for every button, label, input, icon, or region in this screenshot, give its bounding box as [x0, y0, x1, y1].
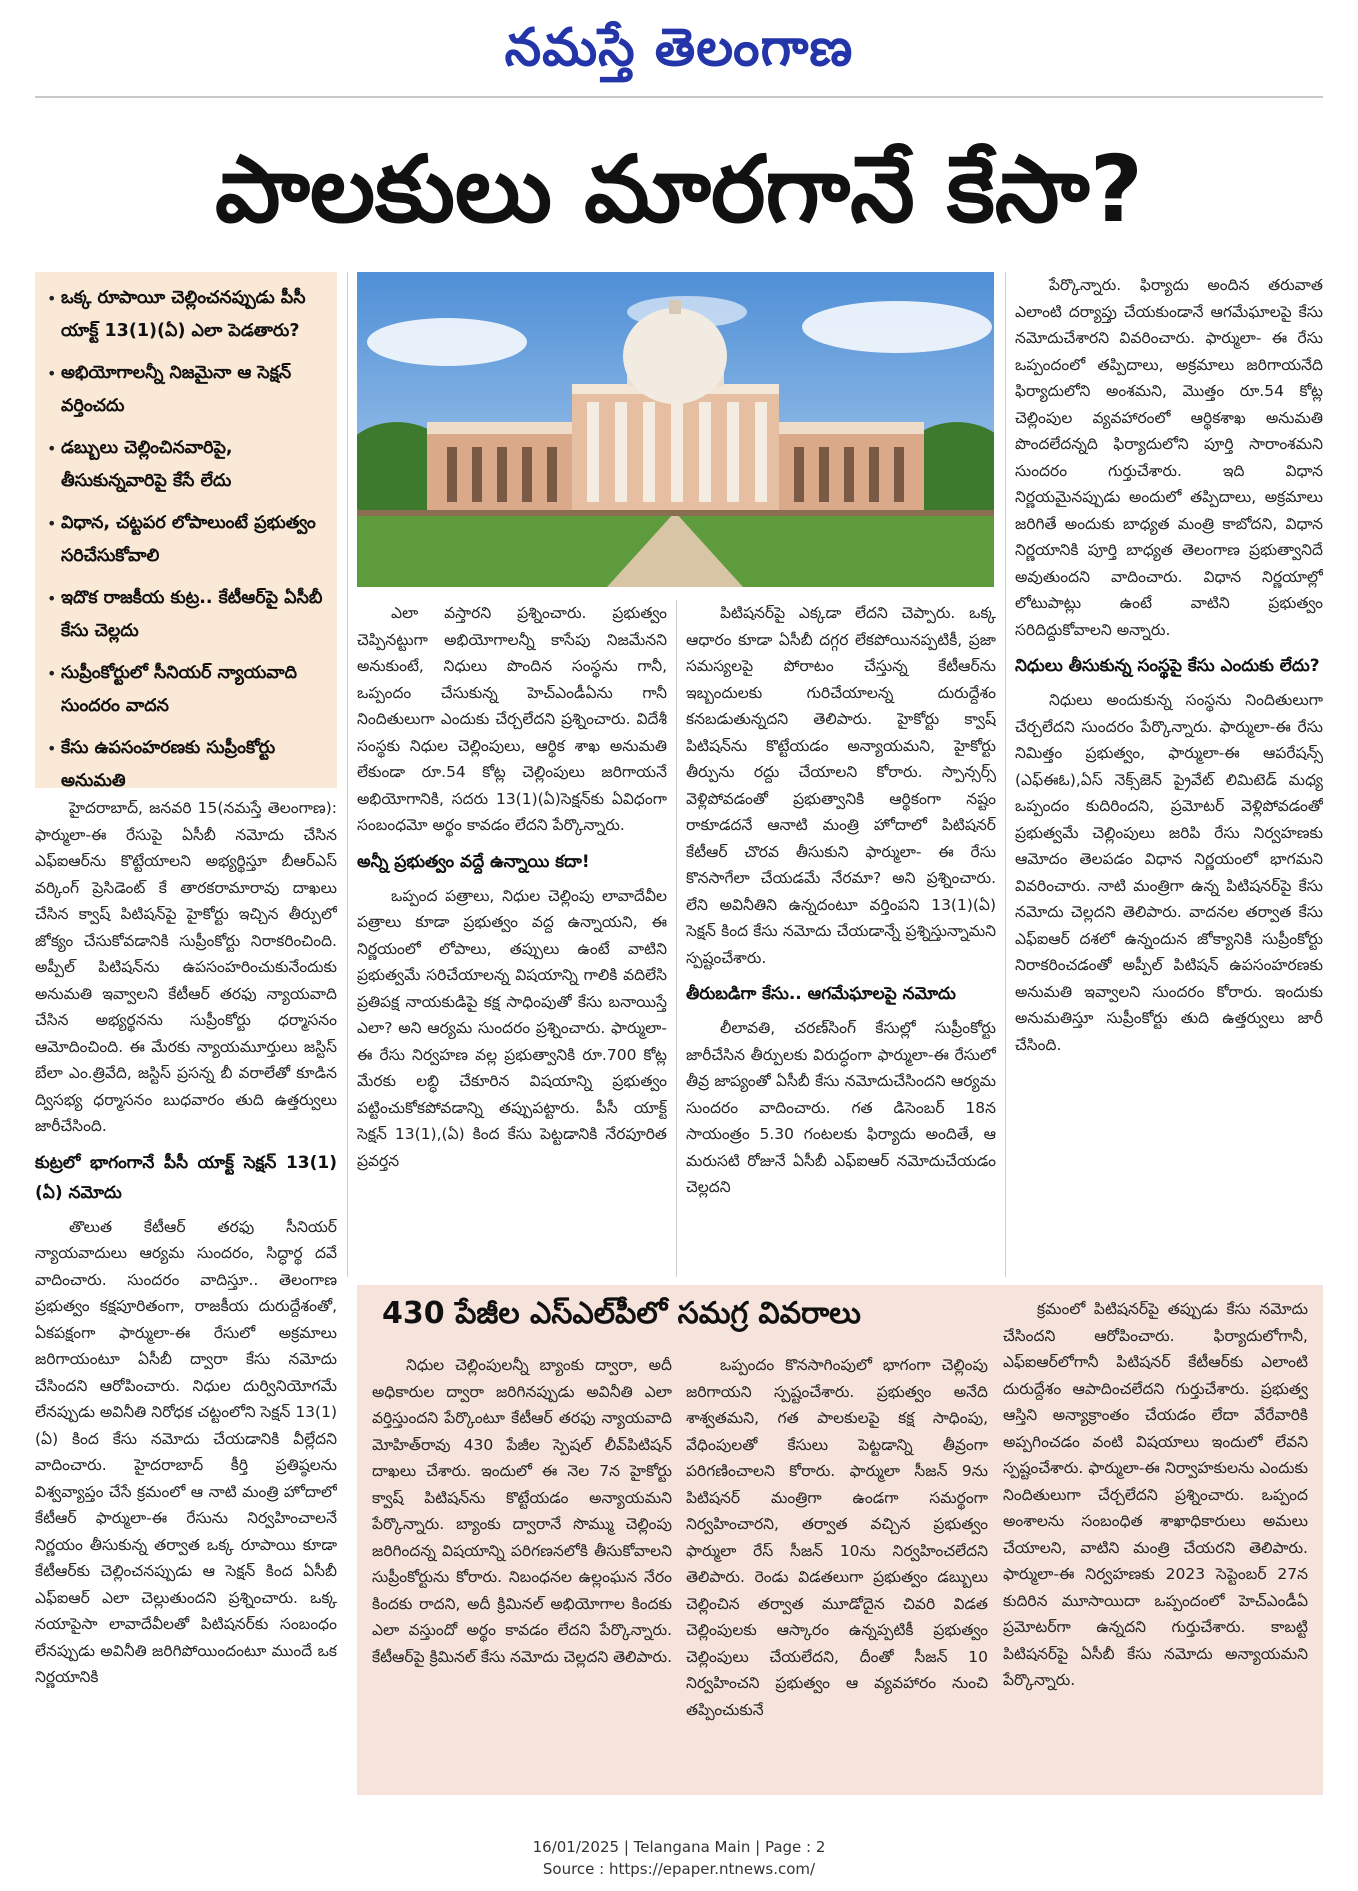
- paragraph: ఒప్పందం కొనసాగింపులో భాగంగా చెల్లింపు జరిగాయని స్పష్టంచేశారు. ప్రభుత్వం అనేది శాశ్వతమని, గత పాలకులపై కక్ష సాధింపు, వేధింపులతో కేసులు పెట్టడాన్ని తీవ్రంగా పరిగణించాలని కోరారు. ఫార్ములా సీజన్ 9ను పిటిషనర్ మంత్రిగా ఉండగా సమర్థంగా నిర్వహించారని, తర్వాత వచ్చిన ప్రభుత్వం ఫార్ములా రేస్ సీజన్ 10ను నిర్వహించలేదని తెలిపారు. రెండు విడతలుగా ప్రభుత్వం డబ్బులు చెల్లించిన తర్వాత మూడోదైన చివరి విడత చెల్లింపులకు ఆస్కారం ఉన్నప్పటికీ ప్రభుత్వం చెల్లింపులు చేయలేదని, దీంతో సీజన్ 10 నిర్వహించని ప్రభుత్వం ఆ వ్యవహారం నుంచి తప్పించుకునే: [686, 1356, 988, 1719]
- bullet-icon: •: [47, 589, 57, 608]
- footer-date-line: 16/01/2025 | Telangana Main | Page : 2: [532, 1838, 826, 1856]
- article-column-2: [357, 600, 667, 1277]
- bullet-icon: •: [47, 514, 57, 533]
- highlight-item: • కేసు ఉపసంహరణకు సుప్రీంకోర్టు అనుమతి: [47, 732, 325, 798]
- paragraph: పిటిషనర్‌పై ఎక్కడా లేదని చెప్పారు. ఒక్క ఆధారం కూడా ఏసీబీ దగ్గర లేకపోయినప్పటికీ, ప్రజా సమస్యలపై పోరాటం చేస్తున్న కేటీఆర్‌ను ఇబ్బందులకు గురిచేయాలన్న దురుద్దేశం కనబడుతున్నదని తెలిపారు. హైకోర్టు క్వాష్ పిటిషన్‌ను కొట్టేయడం అన్యాయమని, హైకోర్టు తీర్పును రద్దు చేయాలని కోరారు. స్పాన్సర్స్ వెళ్లిపోవడంతో ప్రభుత్వానికి ఆర్థికంగా నష్టం రాకూడదనే ఆనాటి మంత్రి హోదాలో పిటిషనర్ కేటీఆర్ చొరవ తీసుకుని ఫార్ములా- ఈ రేసు కొనసాగేలా చేయడమే నేరమా? అని ప్రశ్నించారు. లేని అవినీతిని ఉన్నదంటూ వర్తింపని 13(1)(ఏ) సెక్షన్ కింద కేసు నమోదు చేయడాన్నే ప్రశ్నిస్తున్నామని స్పష్టంచేశారు.: [686, 604, 996, 967]
- paragraph: నిధులు అందుకున్న సంస్థను నిందితులుగా చేర్చలేదని సుందరం పేర్కొన్నారు. ఫార్ములా-ఈ రేసు నిమిత్తం ప్రభుత్వం, ఫార్ములా-ఈ ఆపరేషన్స్ (ఎఫ్ఈఓ),ఏస్ నెక్స్‌జెన్ ప్రైవేట్ లిమిటెడ్ మధ్య ఒప్పందం కుదిరిందని, ప్రమోటర్ వెళ్లిపోవడంతో ప్రభుత్వమే చెల్లింపులు జరిపి రేసు నిర్వహణకు ఆమోదం తెలపడం విధాన నిర్ణయంలో భాగమని వివరించారు. నాటి మంత్రిగా ఉన్న పిటిషనర్‌పై కేసు నమోదు చెల్లదని తెలిపారు. వాదనల తర్వాత కేసు ఎఫ్ఐఆర్ దశలో ఉన్నందున జోక్యానికి సుప్రీంకోర్టు నిరాకరించడంతో అప్పీల్ పిటిషన్ ఉపసంహరణకు అనుమతి ఇవ్వాలని సుందరం కోరారు. ఇందుకు అనుమతిస్తూ సుప్రీంకోర్టు తుది ఉత్తర్వులు జారీ చేసింది.: [1015, 691, 1323, 1054]
- subheading: తీరుబడిగా కేసు.. ఆగమేఘాలపై నమోదు: [686, 984, 956, 1004]
- bullet-icon: •: [47, 739, 57, 758]
- supreme-court-photo: [357, 272, 994, 587]
- headline: పాలకులు మారగానే కేసా?: [214, 136, 1144, 243]
- highlight-item: • సుప్రీంకోర్టులో సీనియర్ న్యాయవాది సుందరం వాదన: [47, 657, 325, 723]
- highlight-item: • ఒక్క రూపాయీ చెల్లించనప్పుడు పీసీ యాక్ట్ 13(1)(ఏ) ఎలా పెడతారు?: [47, 282, 325, 348]
- paragraph: క్రమంలో పిటిషనర్‌పై తప్పుడు కేసు నమోదు చేసిందని ఆరోపించారు. ఫిర్యాదులోగానీ, ఎఫ్ఐఆర్‌లోగానీ పిటిషనర్ కేటీఆర్‌కు ఎలాంటి దురుద్దేశం ఆపాదించలేదని గుర్తుచేశారు. ప్రభుత్వ ఆస్తిని అన్యాక్రాంతం చేయడం లేదా వేరేవారికి అప్పగించడం వంటి విషయాలు ఇందులో లేవని స్పష్టంచేశారు. ఫార్ములా-ఈ నిర్వాహకులను ఎందుకు నిందితులుగా చేర్చలేదని ప్రశ్నించారు. ఒప్పంద అంశాలను సంబంధిత శాఖాధికారులు అమలు చేయాలని, వాటిని మంత్రి చేయరని తెలిపారు. ఫార్ములా-ఈ నిర్వహణకు 2023 సెప్టెంబర్ 27న కుదిరిన మూసాయిదా ఒప్పందంలో హెచ్ఎండీఏ ప్రమోటర్‌గా ఉన్నదని గుర్తుచేశారు. కాబట్టి పిటిషనర్‌పై ఏసీబీ కేసు నమోదు అన్యాయమని పేర్కొన్నారు.: [1003, 1300, 1308, 1689]
- masthead: నమస్తే తెలంగాణ: [504, 18, 854, 78]
- sidebar-column-1: [372, 1352, 672, 1790]
- bullet-icon: •: [47, 664, 57, 683]
- sidebar-column-3: [1003, 1296, 1308, 1790]
- paragraph: పేర్కొన్నారు. ఫిర్యాదు అందిన తరువాత ఎలాంటి దర్యాప్తు చేయకుండానే ఆగమేఘాలపై కేసు నమోదుచేశారని వివరించారు. ఫార్ములా- ఈ రేసు ఒప్పందంలో తప్పిదాలు, అక్రమాలు జరిగాయనేది ఫిర్యాదులోని అంశమని, మొత్తం రూ.54 కోట్ల చెల్లింపుల వ్యవహారంలో ఆర్థికశాఖ అనుమతి పొందలేదన్నది ఫిర్యాదులోని పూర్తి సారాంశమని సుందరం గుర్తుచేశారు. ఇది విధాన నిర్ణయమైనప్పుడు అందులో తప్పిదాలు, అక్రమాలు జరిగితే అందుకు బాధ్యత మంత్రి కాబోదని, విధాన నిర్ణయానికి పూర్తి బాధ్యత తెలంగాణ ప్రభుత్వానిదే అవుతుందని వాదించారు. విధాన నిర్ణయాల్లో లోటుపాట్లు ఉంటే వాటిని ప్రభుత్వం సరిదిద్దుకోవాలని అన్నారు.: [1015, 276, 1323, 639]
- article-column-3: [686, 600, 996, 1277]
- paragraph: తొలుత కేటీఆర్ తరఫు సీనియర్ న్యాయవాదులు ఆర్యమ సుందరం, సిద్ధార్థ దవే వాదించారు. సుందరం వాదిస్తూ.. తెలంగాణ ప్రభుత్వం కక్షపూరితంగా, రాజకీయ దురుద్దేశంతో, ఏకపక్షంగా ఫార్ములా-ఈ రేసులో అక్రమాలు జరిగాయంటూ ఏసీబీ ద్వారా కేసు నమోదు చేసిందని ఆరోపించారు. నిధుల దుర్వినియోగమే లేనప్పుడు అవినీతి నిరోధక చట్టంలోని సెక్షన్ 13(1)(ఏ) కింద కేసు నమోదు చేయడానికి వీల్లేదని వాదించారు. హైదరాబాద్ కీర్తి ప్రతిష్ఠలను విశ్వవ్యాప్తం చేసే క్రమంలో ఆ నాటి మంత్రి హోదాలో కేటీఆర్ ఫార్ములా-ఈ రేసును నిర్వహించాలనే నిర్ణయం తీసుకున్న తర్వాత ఒక్క రూపాయి కూడా కేటీఆర్‌కు చెల్లించనప్పుడు ఆ సెక్షన్ కింద ఏసీబీ ఎఫ్ఐఆర్ ఎలా చెల్లుతుందని ప్రశ్నించారు. ఒక్క నయాపైసా లావాదేవీలతో పిటిషనర్‌కు సంబంధం లేనప్పుడు అవినీతి జరిగిపోయిందంటూ ముందే ఒక నిర్ణయానికి: [35, 1217, 337, 1686]
- column-divider: [347, 272, 348, 1277]
- paragraph: ఒప్పంద పత్రాలు, నిధుల చెల్లింపు లావాదేవీల పత్రాలు కూడా ప్రభుత్వం వద్ద ఉన్నాయని, ఈ నిర్ణయంలో లోపాలు, తప్పులు ఉంటే వాటిని ప్రభుత్వమే సరిచేయాలన్న విషయాన్ని గాలికి వదిలేసి ప్రతిపక్ష నాయకుడిపై కక్ష సాధింపుతో కేసు బనాయిస్తే ఎలా? అని ఆర్యమ సుందరం ప్రశ్నించారు. ఫార్ములా- ఈ రేసు నిర్వహణ వల్ల ప్రభుత్వానికి రూ.700 కోట్ల మేరకు లబ్ధి చేకూరిన విషయాన్ని ప్రభుత్వం పట్టించుకోకపోవడాన్ని తప్పుపట్టారు. పీసీ యాక్ట్ సెక్షన్ 13(1),(ఏ) కింద కేసు పెట్టడానికి నేరపూరిత ప్రవర్తన: [357, 886, 667, 1170]
- highlight-item: • ఇదొక రాజకీయ కుట్ర.. కేటీఆర్‌పై ఏసీబీ కేసు చెల్లదు: [47, 582, 325, 648]
- highlight-item: • డబ్బులు చెల్లించినవారిపై, తీసుకున్నవారిపై కేసే లేదు: [47, 432, 325, 498]
- bullet-icon: •: [47, 289, 57, 308]
- paragraph: హైదరాబాద్, జనవరి 15(నమస్తే తెలంగాణ): ఫార్ములా-ఈ రేసుపై ఏసీబీ నమోదు చేసిన ఎఫ్ఐఆర్‌ను కొట్టేయాలని అభ్యర్థిస్తూ బీఆర్ఎస్ వర్కింగ్ ప్రెసిడెంట్ కే తారకరామారావు దాఖలు చేసిన క్వాష్ పిటిషన్‌పై హైకోర్టు ఇచ్చిన తీర్పులో జోక్యం చేసుకోవడానికి సుప్రీంకోర్టు నిరాకరించింది. అప్పీల్ పిటిషన్‌ను ఉపసంహరించుకునేందుకు అనుమతి ఇవ్వాలని కేటీఆర్ తరఫు న్యాయవాది చేసిన అభ్యర్థనను సుప్రీంకోర్టు ధర్మాసనం ఆమోదించింది. ఈ మేరకు న్యాయమూర్తులు జస్టిస్ బేలా ఎం.త్రివేది, జస్టిస్ ప్రసన్న బీ వరాలేతో కూడిన ద్విసభ్య ధర్మాసనం బుధవారం తుది ఉత్తర్వులు జారీచేసింది.: [35, 799, 337, 1135]
- masthead-divider: [35, 96, 1323, 98]
- sidebar-title: 430 పేజీల ఎస్ఎల్‌పీలో సమగ్ర వివరాలు: [382, 1296, 861, 1331]
- subheading: కుట్రలో భాగంగానే పీసీ యాక్ట్ సెక్షన్ 13(1)(ఏ) నమోదు: [35, 1152, 337, 1203]
- highlights-box: [35, 272, 337, 791]
- bullet-icon: •: [47, 439, 57, 458]
- sidebar-column-2: [686, 1352, 988, 1790]
- highlight-item: • అభియోగాలన్నీ నిజమైనా ఆ సెక్షన్ వర్తించదు: [47, 357, 325, 423]
- column-divider: [1005, 272, 1006, 1277]
- column-divider: [676, 600, 677, 1277]
- paragraph: లీలావతి, చరణ్‌సింగ్ కేసుల్లో సుప్రీంకోర్టు జారీచేసిన తీర్పులకు విరుద్ధంగా ఫార్ములా-ఈ రేసులో తీవ్ర జాప్యంతో ఏసీబీ కేసు నమోదుచేసిందని ఆర్యమ సుందరం వాదించారు. గత డిసెంబర్ 18న సాయంత్రం 5.30 గంటలకు ఫిర్యాదు అందితే, ఆ మరుసటి రోజునే ఏసీబీ ఎఫ్ఐఆర్ నమోదుచేయడం చెల్లదని: [686, 1019, 996, 1196]
- bullet-icon: •: [47, 364, 57, 383]
- highlight-item: • విధాన, చట్టపర లోపాలుంటే ప్రభుత్వం సరిచేసుకోవాలి: [47, 507, 325, 573]
- subheading: నిధులు తీసుకున్న సంస్థపై కేసు ఎందుకు లేదు?: [1015, 656, 1320, 676]
- paragraph: నిధుల చెల్లింపులన్నీ బ్యాంకు ద్వారా, అదీ అధికారుల ద్వారా జరిగినప్పుడు అవినీతి ఎలా వర్తిస్తుందని పేర్కొంటూ కేటీఆర్ తరఫు న్యాయవాది మోహిత్‌రావు 430 పేజీల స్పెషల్ లీవ్‌పిటిషన్ దాఖలు చేశారు. ఇందులో ఈ నెల 7న హైకోర్టు క్వాష్ పిటిషన్‌ను కొట్టేయడం అన్యాయమని పేర్కొన్నారు. బ్యాంకు ద్వారానే సొమ్ము చెల్లింపు జరిగిందన్న విషయాన్ని పరిగణనలోకి తీసుకోవాలని సుప్రీంకోర్టును కోరారు. నిబంధనల ఉల్లంఘన నేరం కిందకు రాదని, అదీ క్రిమినల్ అభియోగాల కిందకు ఎలా వస్తుందో అర్థం కావడం లేదని పేర్కొన్నారు. కేటీఆర్‌పై క్రిమినల్ కేసు నమోదు చెల్లదని తెలిపారు.: [372, 1356, 672, 1666]
- article-column-1: [35, 795, 337, 1805]
- footer-source-link[interactable]: Source : https://epaper.ntnews.com/: [542, 1860, 816, 1878]
- paragraph: ఎలా వస్తారని ప్రశ్నించారు. ప్రభుత్వం చెప్పినట్టుగా అభియోగాలన్నీ కాసేపు నిజమేనని అనుకుంటే, నిధులు పొందిన సంస్థను గానీ, ఒప్పందం చేసుకున్న హెచ్ఎండీఏను గానీ నిందితులుగా ఎందుకు చేర్చలేదని ప్రశ్నించారు. విదేశీ సంస్థకు నిధుల చెల్లింపులు, ఆర్థిక శాఖ అనుమతి లేకుండా రూ.54 కోట్ల చెల్లింపులు జరిగాయనే అభియోగానికి, సదరు 13(1)(ఏ)సెక్షన్‌కు ఏవిధంగా సంబంధమో అర్థం కావడం లేదని పేర్కొన్నారు.: [357, 604, 667, 834]
- article-column-4: [1015, 272, 1323, 1277]
- subheading: అన్నీ ప్రభుత్వం వద్దే ఉన్నాయి కదా!: [357, 851, 590, 872]
